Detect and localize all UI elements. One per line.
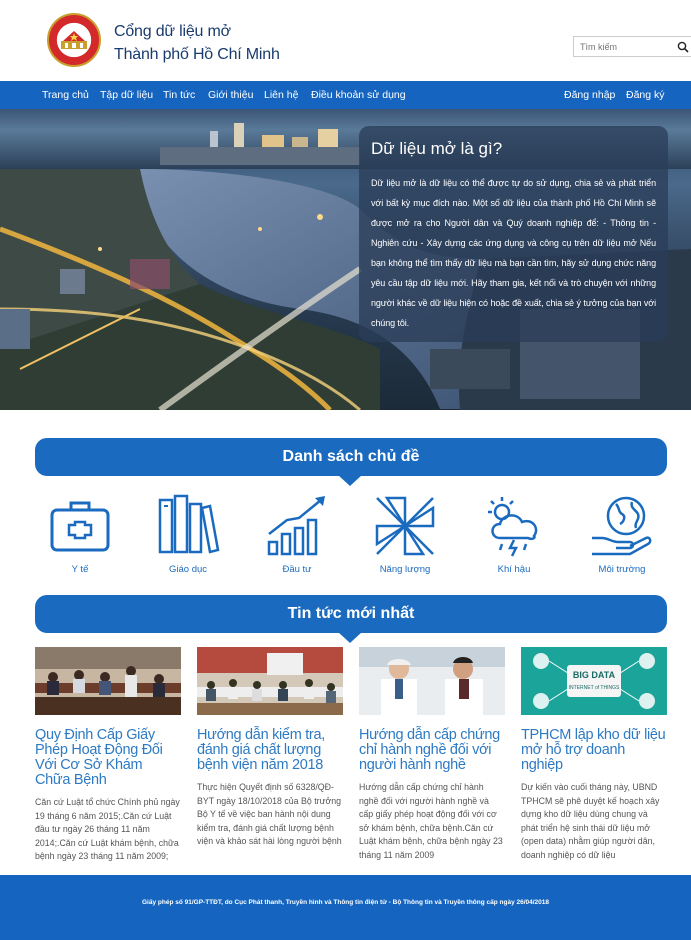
main-nav bbox=[0, 81, 691, 109]
topic-health-label: Y tế bbox=[71, 564, 89, 575]
topic-health[interactable] bbox=[35, 494, 125, 575]
site-footer bbox=[0, 875, 691, 940]
topic-energy[interactable] bbox=[360, 494, 450, 575]
news-heading-text: Tin tức mới nhất bbox=[287, 605, 415, 622]
books-icon bbox=[156, 494, 220, 558]
topic-investment-label: Đầu tư bbox=[282, 564, 312, 575]
news-description: Dự kiến vào cuối tháng này, UBND TPHCM sẽ phê duyệt kế hoạch xây dựng kho dữ liệu dùng chung và phát triển hệ sinh thái dữ liệu mở (open data) nhằm giúp người dân, doanh nghiệp có dữ liệu bbox=[521, 782, 660, 860]
open-data-info-box bbox=[359, 126, 668, 342]
register-link[interactable]: Đăng ký bbox=[626, 89, 665, 101]
news-description: Căn cứ Luật tổ chức Chính phủ ngày 19 tháng 6 năm 2015;.Căn cứ Luật đầu tư ngày 26 tháng 11 năm 2014;.Căn cứ Luật khám bệnh, chữa bệnh ngày 23 tháng 11 năm 2009; bbox=[35, 797, 180, 861]
news-title[interactable]: TPHCM lập kho dữ liệu mở hỗ trợ doanh nghiệp bbox=[521, 727, 666, 773]
nav-item-datasets[interactable]: Tập dữ liệu bbox=[100, 89, 154, 101]
info-title: Dữ liệu mở là gì? bbox=[371, 139, 503, 158]
thumb-text-big-data: BIG DATA bbox=[572, 670, 616, 680]
weather-icon bbox=[482, 494, 546, 558]
search-input[interactable] bbox=[574, 38, 674, 57]
news-item bbox=[197, 647, 343, 849]
news-title[interactable]: Hướng dẫn cấp chứng chỉ hành nghề đối với người hành nghề bbox=[359, 727, 500, 773]
logo-emblem bbox=[59, 27, 89, 53]
medical-kit-icon bbox=[48, 494, 112, 558]
nav-item-contact[interactable]: Liên hệ bbox=[264, 89, 299, 101]
nav-item-news[interactable]: Tin tức bbox=[163, 89, 196, 101]
heading-pointer bbox=[338, 475, 362, 486]
topic-environment-label: Môi trường bbox=[598, 564, 646, 575]
news-heading bbox=[35, 595, 667, 633]
topic-environment[interactable] bbox=[577, 494, 667, 575]
thumb-text-iot: INTERNET of THINGS bbox=[568, 685, 620, 691]
news-description: Thực hiện Quyết định số 6328/QĐ-BYT ngày 18/10/2018 của Bộ trưởng Bộ Y tế về việc ban hành nội dung kiểm tra, đánh giá chất lượng bệnh viện và khảo sát hài lòng người bệnh bbox=[197, 782, 342, 846]
growth-chart-icon bbox=[265, 494, 329, 558]
topic-climate[interactable] bbox=[469, 494, 559, 575]
news-thumbnail[interactable] bbox=[359, 647, 505, 715]
footer-license-text: Giấy phép số 91/GP-TTĐT, do Cục Phát thanh, Truyền hình và Thông tin điện tử - Bộ Thông tin và Truyền thông cấp ngày 26/04/2018 bbox=[141, 899, 550, 906]
info-text: Dữ liệu mở là dữ liệu có thể được tự do sử dụng, chia sẻ và phát triển với bất kỳ mục đích nào. Một số dữ liệu của thành phố Hồ Chí Minh sẽ được mở ra cho Người dân và Quý doanh nghiệp để: - Thông tin - Nghiên cứu - Xây dựng các ứng dụng và công cụ trên dữ liệu mở Nếu bạn không thể tìm thấy dữ liệu mà bạn cần tìm, hãy sử dụng chức năng yêu cầu tập dữ liệu mới. Hãy tham gia, kết nối và trò chuyện với những người khác về dữ liệu hiện có hoặc đề xuất, chia sẻ ý tưởng của bạn với chúng tôi. bbox=[371, 178, 656, 328]
news-thumbnail[interactable] bbox=[197, 647, 343, 715]
heading-pointer bbox=[338, 632, 362, 643]
site-title-line2: Thành phố Hồ Chí Minh bbox=[114, 46, 280, 63]
news-thumbnail[interactable] bbox=[35, 647, 181, 715]
news-item bbox=[359, 647, 505, 862]
search-box bbox=[573, 36, 691, 57]
login-link[interactable]: Đăng nhập bbox=[564, 89, 616, 101]
news-title[interactable]: Quy Định Cấp Giấy Phép Hoạt Động Đối Với Cơ Sở Khám Chữa Bệnh bbox=[35, 727, 163, 788]
news-item bbox=[521, 647, 667, 862]
city-logo-icon[interactable] bbox=[47, 13, 101, 67]
news-description: Hướng dẫn cấp chứng chỉ hành nghề đối với người hành nghề và cấp giấy phép hoạt động đối với cơ sở khám bệnh, chữa bệnh.Căn cứ Luật khám bệnh, chữa bệnh ngày 23 tháng 11 năm 2009 bbox=[359, 782, 503, 860]
pinwheel-icon bbox=[373, 494, 437, 558]
topic-investment[interactable] bbox=[252, 494, 342, 575]
topic-climate-label: Khí hậu bbox=[497, 564, 531, 575]
hero-banner bbox=[0, 109, 691, 410]
globe-hand-icon bbox=[590, 494, 654, 558]
nav-item-home[interactable]: Trang chủ bbox=[42, 89, 89, 101]
topics-heading-text: Danh sách chủ đề bbox=[282, 448, 420, 465]
site-title-line1: Cổng dữ liệu mở bbox=[114, 23, 231, 40]
nav-item-about[interactable]: Giới thiệu bbox=[208, 89, 254, 101]
topic-education-label: Giáo dục bbox=[168, 564, 208, 575]
site-title[interactable] bbox=[114, 20, 280, 66]
site-header bbox=[0, 0, 691, 81]
nav-item-terms[interactable]: Điều khoản sử dụng bbox=[311, 89, 406, 101]
topic-education[interactable] bbox=[143, 494, 233, 575]
news-title[interactable]: Hướng dẫn kiểm tra, đánh giá chất lượng bệnh viện năm 2018 bbox=[197, 727, 325, 773]
news-item bbox=[35, 647, 181, 864]
topic-energy-label: Năng lượng bbox=[379, 564, 431, 575]
topics-heading bbox=[35, 438, 667, 476]
search-icon[interactable] bbox=[677, 41, 689, 53]
news-thumbnail[interactable] bbox=[521, 647, 667, 715]
